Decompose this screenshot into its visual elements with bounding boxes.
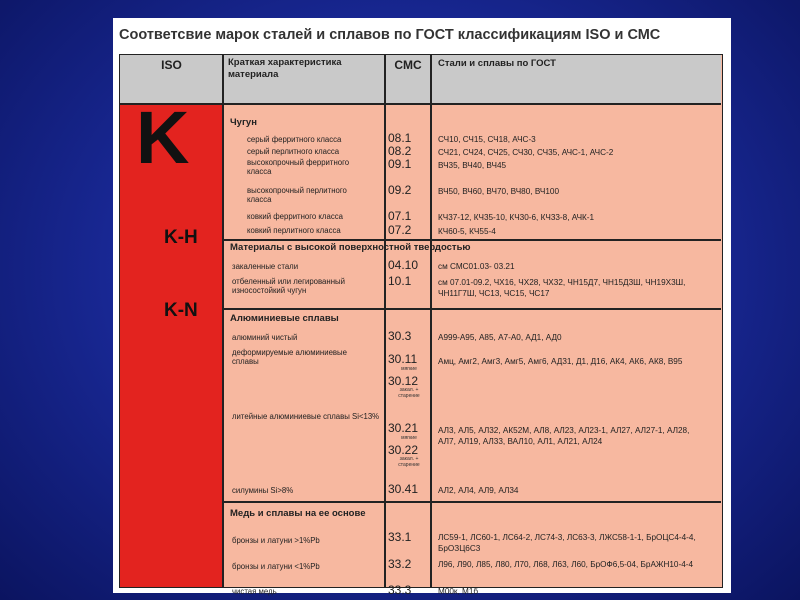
row-code: 09.1 (388, 157, 412, 171)
row-gost: КЧ60-5, КЧ55-4 (438, 227, 496, 236)
correspondence-table (119, 54, 723, 597)
row-gost: КЧ37-12, КЧ35-10, КЧ30-6, КЧ33-8, АЧК-1 (438, 213, 595, 222)
row-note: мягкие (401, 366, 417, 372)
row-code: 30.21 (388, 421, 419, 435)
header-cmc: CMC (394, 58, 422, 72)
divider (223, 239, 721, 241)
slide (113, 18, 731, 597)
row-desc: ковкий ферритного класса (247, 212, 343, 221)
row-desc: высокопрочный ферритного класса (247, 158, 350, 176)
row-code: 09.2 (388, 183, 412, 197)
row-desc: литейные алюминиевые сплавы Si<13% (232, 412, 380, 421)
row-desc: закаленные стали (232, 262, 299, 271)
row-gost: см 07.01-09.2, ЧХ16, ЧХ28, ЧХ32, ЧН15Д7, ЧН15Д3Ш, ЧН19Х3Ш, ЧН11Г7Ш, ЧС13, ЧС15, ЧС17 (438, 278, 686, 298)
row-desc: бронзы и латуни <1%Pb (232, 562, 320, 571)
row-desc: отбеленный или легированный износостойкий чугун (232, 277, 345, 295)
row-code: 08.1 (388, 131, 412, 145)
row-gost: Амц, Амг2, Амг3, Амг5, Амг6, АД31, Д1, Д16, АК4, АК6, АК8, В95 (438, 357, 683, 366)
row-desc: бронзы и латуни >1%Pb (232, 536, 320, 545)
row-desc: высокопрочный перлитного класса (247, 186, 347, 204)
row-gost: ВЧ50, ВЧ60, ВЧ70, ВЧ80, ВЧ100 (438, 187, 560, 196)
header-description: Краткая характеристика материала (228, 57, 342, 80)
iso-group-k-h: K-H (164, 227, 198, 248)
row-gost: А999-А95, А85, А7-А0, АД1, АД0 (438, 333, 562, 342)
row-note: закал. + старение (398, 387, 420, 399)
row-gost: СЧ10, СЧ15, СЧ18, АЧС-3 (438, 135, 536, 144)
row-desc: чистая медь (232, 587, 277, 596)
row-gost: СЧ21, СЧ24, СЧ25, СЧ30, СЧ35, АЧС-1, АЧС-2 (438, 148, 614, 157)
section-title-hard-materials: Материалы с высокой поверхностной твердостью (230, 242, 471, 253)
row-gost: ВЧ35, ВЧ40, ВЧ45 (438, 161, 507, 170)
row-code: 30.11 (388, 352, 418, 366)
row-gost: М00к, М1б (438, 587, 479, 596)
row-code: 04.10 (388, 258, 419, 272)
section-title-copper: Медь и сплавы на ее основе (230, 508, 366, 519)
section-title-aluminium: Алюминиевые сплавы (230, 313, 339, 324)
row-code: 30.41 (388, 482, 419, 496)
divider (222, 55, 224, 587)
row-code: 30.3 (388, 329, 412, 343)
divider (223, 501, 721, 503)
row-code: 33.3 (388, 583, 412, 597)
table-header (120, 55, 721, 105)
divider (430, 55, 432, 587)
row-code: 10.1 (388, 274, 412, 288)
row-desc: деформируемые алюминиевые сплавы (232, 348, 347, 366)
row-gost: Л96, Л90, Л85, Л80, Л70, Л68, Л63, Л60, БрОФ6,5-04, БрАЖН10-4-4 (438, 560, 694, 569)
row-gost: ЛС59-1, ЛС60-1, ЛС64-2, ЛС74-3, ЛС63-3, ЛЖС58-1-1, БрОЦС4-4-4, БрОЗЦ6С3 (438, 533, 696, 553)
page-title: Соответсвие марок сталей и сплавов по ГОСТ классификациям ISO и СМС (119, 27, 661, 43)
row-code: 07.1 (388, 209, 412, 223)
iso-group-k: K (136, 96, 190, 179)
row-code: 30.22 (388, 443, 419, 457)
row-code: 30.12 (388, 374, 419, 388)
row-gost: АЛ3, АЛ5, АЛ32, АК52М, АЛ8, АЛ23, АЛ23-1, АЛ27, АЛ27-1, АЛ28, АЛ7, АЛ19, АЛ33, ВАЛ10, АЛ1, АЛ21, АЛ24 (438, 426, 690, 446)
row-desc: серый перлитного класса (247, 147, 340, 156)
row-code: 08.2 (388, 144, 412, 158)
row-code: 07.2 (388, 223, 412, 237)
section-title-cast-iron: Чугун (230, 117, 257, 128)
row-code: 33.2 (388, 557, 412, 571)
row-desc: ковкий перлитного класса (247, 226, 341, 235)
row-desc: алюминий чистый (232, 333, 298, 342)
header-iso: ISO (161, 58, 182, 72)
row-gost: АЛ2, АЛ4, АЛ9, АЛ34 (438, 486, 519, 495)
row-desc: силумины Si>8% (232, 486, 294, 495)
row-gost: см СМС01.03- 03.21 (438, 262, 515, 271)
row-desc: серый ферритного класса (247, 135, 342, 144)
iso-group-k-n: K-N (164, 300, 198, 321)
row-note: мягкие (401, 435, 417, 441)
header-gost: Стали и сплавы по ГОСТ (438, 58, 556, 69)
row-note: закал. + старение (398, 456, 420, 468)
row-code: 33.1 (388, 530, 412, 544)
divider (223, 308, 721, 310)
